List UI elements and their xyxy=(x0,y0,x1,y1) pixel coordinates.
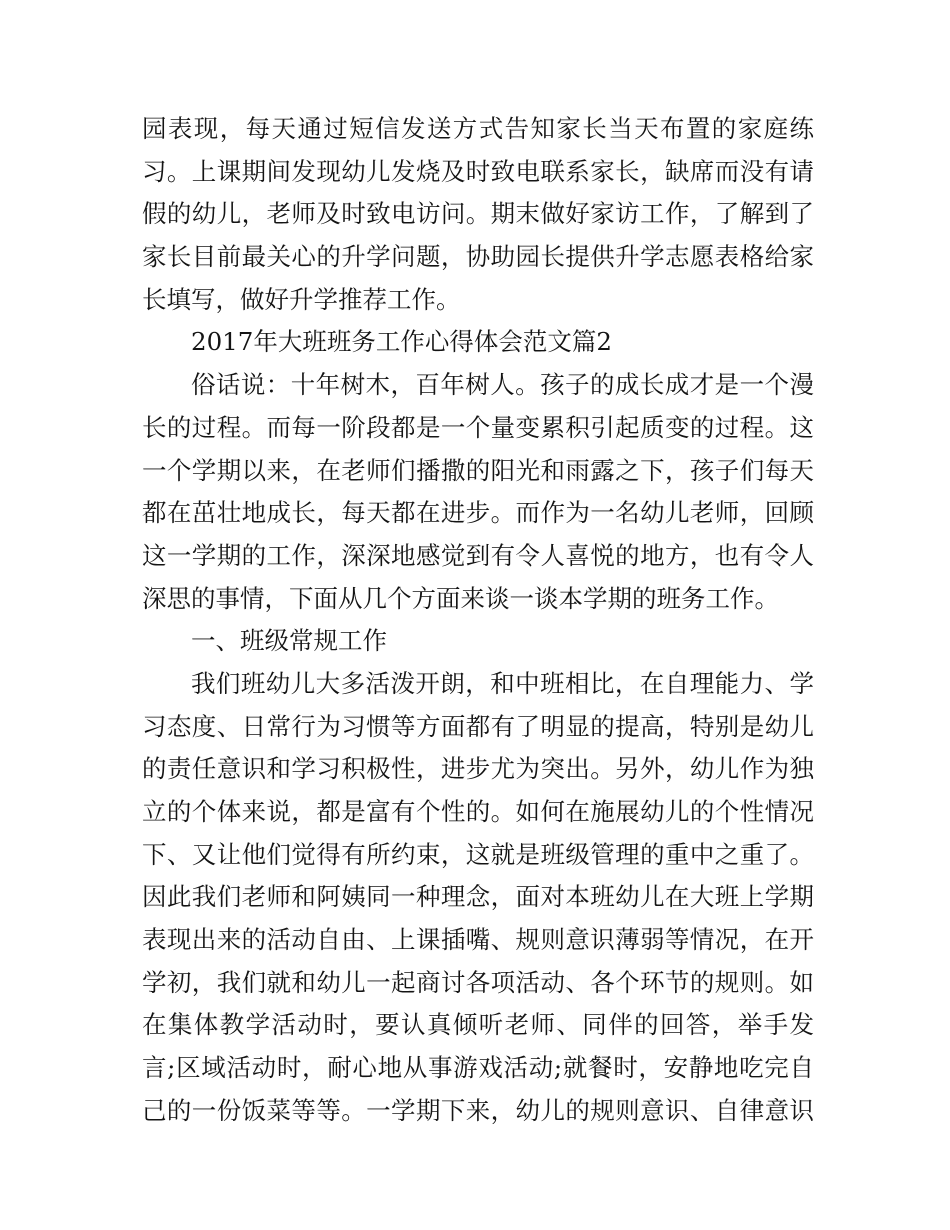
section-heading: 2017年大班班务工作心得体会范文篇2 xyxy=(191,327,612,357)
paragraph-line: 习。上课期间发现幼儿发烧及时致电联系家长，缺席而没有请 xyxy=(142,156,814,186)
paragraph-line: 俗话说：十年树木，百年树人。孩子的成长成才是一个漫 xyxy=(191,370,814,400)
paragraph-line: 园表现，每天通过短信发送方式告知家长当天布置的家庭练 xyxy=(142,114,814,143)
paragraph-line: 一个学期以来，在老师们播撒的阳光和雨露之下，孩子们每天 xyxy=(142,455,814,485)
subsection-heading: 一、班级常规工作 xyxy=(191,626,387,656)
paragraph-line-last: 长填写，做好升学推荐工作。 xyxy=(142,284,461,314)
paragraph-line-last: 深思的事情，下面从几个方面来谈一谈本学期的班务工作。 xyxy=(142,583,779,613)
paragraph-line: 的责任意识和学习积极性，进步尤为突出。另外，幼儿作为独 xyxy=(142,754,814,784)
paragraph-line: 这一学期的工作，深深地感觉到有令人喜悦的地方，也有令人 xyxy=(142,540,814,570)
paragraph-line: 立的个体来说，都是富有个性的。如何在施展幼儿的个性情况 xyxy=(142,797,814,826)
paragraph-line: 学初，我们就和幼儿一起商讨各项活动、各个环节的规则。如 xyxy=(142,967,814,997)
paragraph-line: 长的过程。而每一阶段都是一个量变累积引起质变的过程。这 xyxy=(142,412,814,442)
paragraph-line: 言;区域活动时，耐心地从事游戏活动;就餐时，安静地吃完自 xyxy=(142,1053,814,1083)
paragraph-line: 己的一份饭菜等等。一学期下来，幼儿的规则意识、自律意识 xyxy=(142,1095,814,1125)
paragraph-line: 下、又让他们觉得有所约束，这就是班级管理的重中之重了。 xyxy=(142,839,814,869)
paragraph-line: 因此我们老师和阿姨同一种理念，面对本班幼儿在大班上学期 xyxy=(142,882,814,912)
body-text xyxy=(142,108,814,1133)
paragraph-line: 我们班幼儿大多活泼开朗，和中班相比，在自理能力、学 xyxy=(191,668,814,698)
paragraph-line: 在集体教学活动时，要认真倾听老师、同伴的回答，举手发 xyxy=(142,1010,814,1040)
paragraph-line: 习态度、日常行为习惯等方面都有了明显的提高，特别是幼儿 xyxy=(142,711,814,741)
paragraph-line: 假的幼儿，老师及时致电访问。期末做好家访工作，了解到了 xyxy=(142,199,814,229)
paragraph-line: 都在茁壮地成长，每天都在进步。而作为一名幼儿老师，回顾 xyxy=(142,498,814,528)
paragraph-line: 表现出来的活动自由、上课插嘴、规则意识薄弱等情况，在开 xyxy=(142,925,814,955)
paragraph-line: 家长目前最关心的升学问题，协助园长提供升学志愿表格给家 xyxy=(142,242,814,272)
